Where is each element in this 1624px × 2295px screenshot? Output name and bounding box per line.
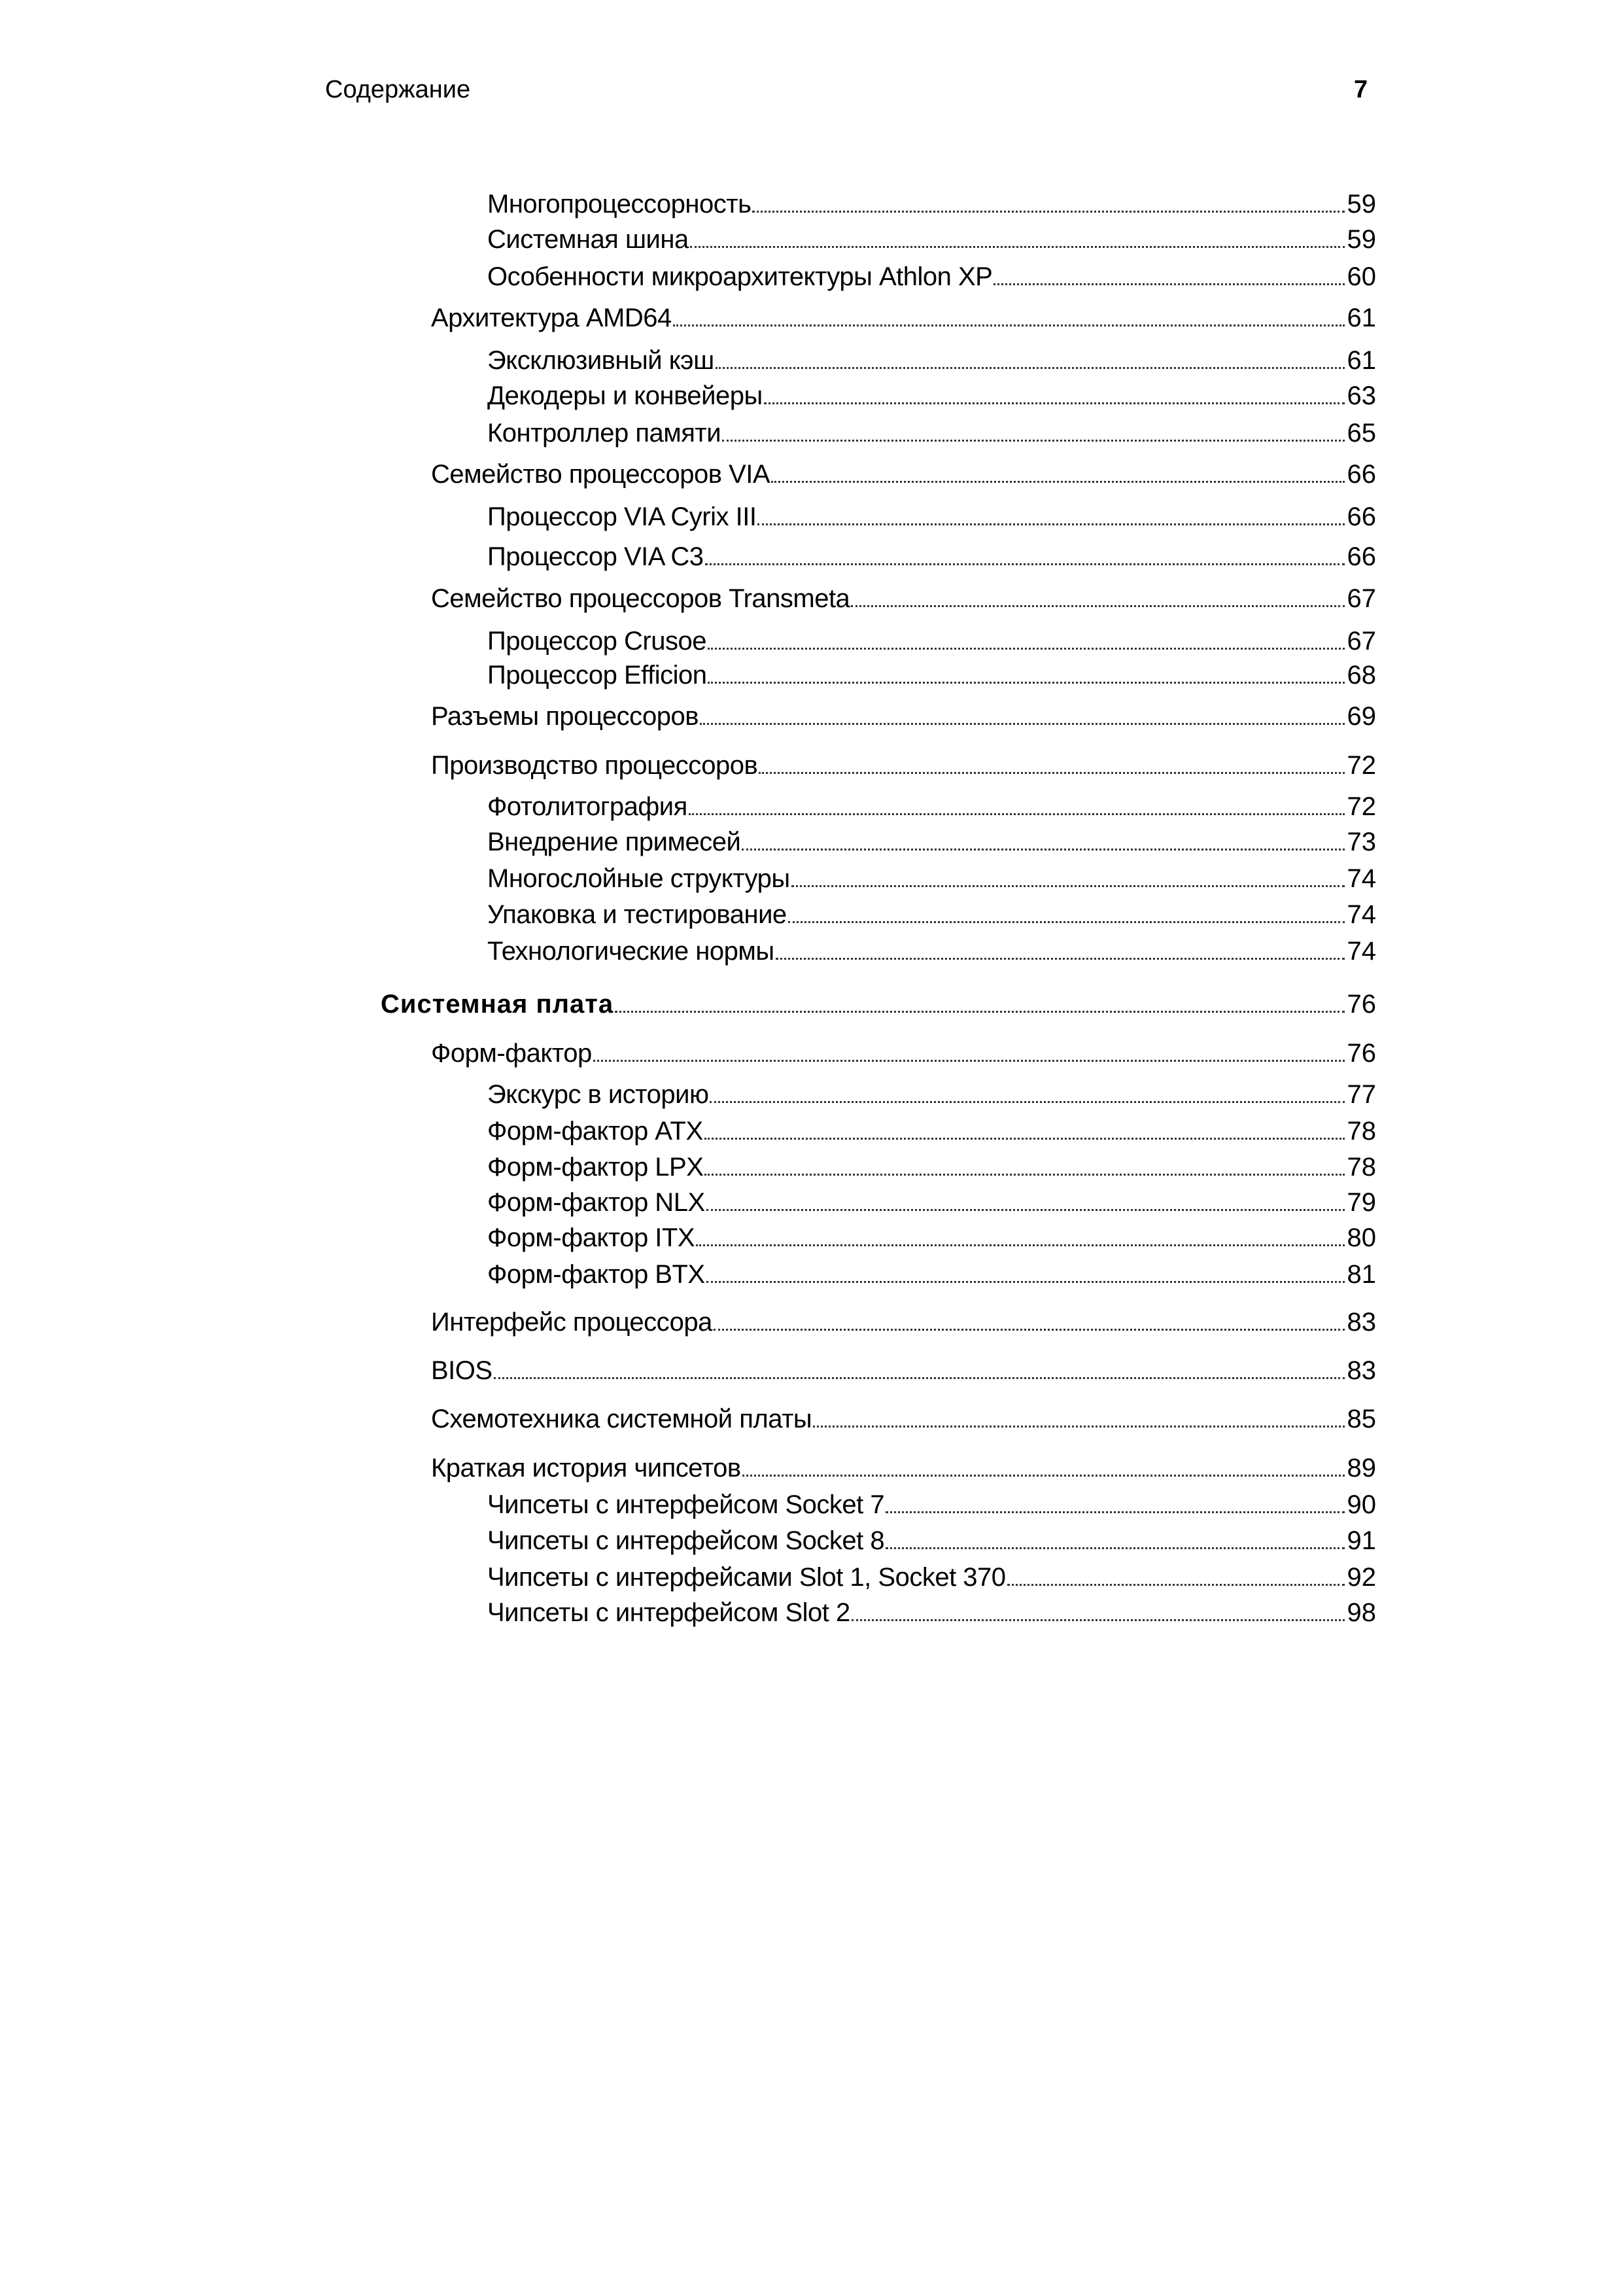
dot-leader — [708, 648, 1345, 650]
toc-entry-page: 76 — [1347, 1038, 1376, 1068]
dot-leader — [886, 1511, 1344, 1513]
toc-entry[interactable] — [487, 1117, 1376, 1148]
toc-entry[interactable] — [487, 1526, 1376, 1558]
dot-leader — [690, 246, 1345, 248]
toc-entry-title: Декодеры и конвейеры — [487, 381, 763, 411]
toc-entry[interactable] — [431, 1039, 1376, 1070]
toc-entry[interactable] — [487, 346, 1376, 377]
dot-leader — [615, 1011, 1344, 1013]
toc-entry[interactable] — [431, 1454, 1376, 1485]
toc-entry[interactable] — [487, 262, 1376, 294]
toc-entry-title: Семейство процессоров VIA — [431, 460, 770, 489]
toc-entry[interactable] — [487, 937, 1376, 968]
page-number: 7 — [1354, 76, 1368, 103]
dot-leader — [708, 682, 1344, 684]
dot-leader — [704, 1174, 1344, 1176]
toc-entry-page: 59 — [1347, 189, 1376, 219]
toc-entry-title: Архитектура AMD64 — [431, 303, 672, 332]
dot-leader — [993, 283, 1344, 285]
toc-entry-title: Форм-фактор ATX — [487, 1117, 703, 1146]
toc-entry-page: 74 — [1347, 900, 1376, 929]
toc-entry-page: 85 — [1347, 1405, 1376, 1434]
toc-entry-title: Чипсеты с интерфейсом Socket 7 — [487, 1490, 885, 1520]
toc-entry-page: 69 — [1347, 702, 1376, 731]
toc-entry[interactable] — [487, 627, 1376, 658]
toc-entry[interactable] — [487, 381, 1376, 413]
dot-leader — [788, 921, 1345, 923]
dot-leader — [1007, 1584, 1345, 1586]
toc-entry-page: 79 — [1347, 1187, 1376, 1217]
dot-leader — [791, 885, 1345, 887]
toc-entry-page: 67 — [1347, 584, 1376, 613]
toc-entry[interactable] — [487, 1153, 1376, 1184]
toc-entry-title: Многослойные структуры — [487, 864, 790, 894]
toc-entry-title: Упаковка и тестирование — [487, 900, 787, 929]
toc-entry[interactable] — [431, 1356, 1376, 1388]
toc-entry-title: Краткая история чипсетов — [431, 1453, 741, 1482]
toc-entry[interactable] — [487, 661, 1376, 692]
dot-leader — [700, 723, 1344, 725]
toc-entry-page: 66 — [1347, 502, 1376, 532]
toc-entry-page: 83 — [1347, 1307, 1376, 1337]
toc-entry-title: Особенности микроархитектуры Athlon XP — [487, 262, 993, 291]
toc-entry[interactable] — [487, 1598, 1376, 1630]
dot-leader — [851, 605, 1344, 607]
toc-entry-page: 91 — [1347, 1526, 1376, 1555]
dot-leader — [696, 1244, 1344, 1246]
toc-entry-title: Процессор VIA Cyrix III — [487, 502, 757, 532]
toc-entry-title: Разъемы процессоров — [431, 702, 699, 731]
toc-entry[interactable] — [487, 190, 1376, 221]
toc-entry[interactable] — [431, 460, 1376, 491]
dot-leader — [706, 1209, 1345, 1211]
toc-entry[interactable] — [487, 828, 1376, 859]
toc-entry-title: Фотолитография — [487, 792, 687, 821]
toc-entry[interactable] — [487, 1563, 1376, 1594]
toc-entry-page: 72 — [1347, 750, 1376, 780]
toc-entry-title: Форм-фактор ITX — [487, 1223, 695, 1252]
dot-leader — [759, 772, 1344, 774]
toc-entry[interactable] — [487, 1490, 1376, 1522]
toc-entry[interactable] — [487, 502, 1376, 534]
toc-entry-page: 77 — [1347, 1079, 1376, 1109]
toc-entry-page: 78 — [1347, 1117, 1376, 1146]
toc-entry[interactable] — [431, 1405, 1376, 1436]
toc-entry-title: Эксклюзивный кэш — [487, 346, 714, 376]
dot-leader — [706, 1281, 1345, 1283]
toc-entry-page: 89 — [1347, 1453, 1376, 1482]
dot-leader — [704, 1138, 1345, 1140]
toc-entry-page: 60 — [1347, 262, 1376, 291]
toc-entry-title: Чипсеты с интерфейсом Slot 2 — [487, 1598, 850, 1628]
toc-entry-page: 74 — [1347, 864, 1376, 894]
toc-entry-title: Экскурс в историю — [487, 1079, 709, 1109]
toc-entry-title: Внедрение примесей — [487, 828, 741, 856]
toc-entry-title: Форм-фактор — [431, 1038, 592, 1068]
toc-entry-title: Интерфейс процессора — [431, 1307, 712, 1337]
toc-entry-title: Схемотехника системной платы — [431, 1405, 812, 1434]
toc-entry[interactable] — [431, 304, 1376, 335]
dot-leader — [776, 958, 1345, 960]
toc-entry[interactable] — [487, 419, 1376, 450]
toc-entry[interactable] — [487, 1080, 1376, 1112]
toc-entry-title: Чипсеты с интерфейсами Slot 1, Socket 370 — [487, 1562, 1006, 1592]
dot-leader — [689, 813, 1345, 815]
toc-entry[interactable] — [431, 584, 1376, 616]
toc-entry[interactable] — [487, 792, 1376, 824]
toc-entry-page: 61 — [1347, 346, 1376, 376]
dot-leader — [813, 1426, 1344, 1428]
toc-entry-page: 98 — [1347, 1598, 1376, 1628]
toc-entry-title: Чипсеты с интерфейсом Socket 8 — [487, 1526, 885, 1555]
toc-entry-page: 90 — [1347, 1490, 1376, 1520]
dot-leader — [742, 1475, 1345, 1477]
dot-leader — [886, 1547, 1344, 1549]
dot-leader — [757, 523, 1344, 525]
toc-entry-page: 74 — [1347, 937, 1376, 966]
dot-leader — [852, 1619, 1345, 1621]
toc-entry[interactable] — [487, 1223, 1376, 1255]
toc-entry-title: Форм-фактор LPX — [487, 1152, 704, 1182]
toc-entry-title: Контроллер памяти — [487, 418, 721, 447]
toc-entry-page: 68 — [1347, 660, 1376, 690]
toc-entry-page: 76 — [1347, 990, 1376, 1019]
toc-entry[interactable] — [487, 225, 1376, 256]
dot-leader — [705, 563, 1345, 565]
toc-entry-page: 73 — [1347, 828, 1376, 856]
toc-entry-page: 59 — [1347, 225, 1376, 254]
toc-entry-title: Производство процессоров — [431, 750, 758, 780]
dot-leader — [771, 481, 1344, 483]
toc-entry[interactable] — [381, 990, 1376, 1021]
dot-leader — [752, 211, 1344, 213]
toc-entry-title: Многопроцессорность — [487, 189, 752, 219]
toc-entry[interactable] — [431, 751, 1376, 782]
toc-entry-page: 65 — [1347, 418, 1376, 447]
dot-leader — [494, 1377, 1345, 1379]
toc-entry-page: 61 — [1347, 303, 1376, 332]
toc-entry[interactable] — [487, 900, 1376, 932]
dot-leader — [673, 324, 1345, 326]
toc-entry[interactable] — [431, 1308, 1376, 1339]
dot-leader — [593, 1060, 1345, 1062]
toc-entry-title: Технологические нормы — [487, 937, 774, 966]
toc-entry-title: Процессор Efficion — [487, 660, 707, 690]
dot-leader — [742, 849, 1344, 850]
toc-entry-page: 72 — [1347, 792, 1376, 821]
toc-entry-page: 67 — [1347, 627, 1376, 656]
toc-entry-title: Форм-фактор NLX — [487, 1187, 705, 1217]
toc-entry-page: 78 — [1347, 1152, 1376, 1182]
toc-entry-page: 63 — [1347, 381, 1376, 411]
dot-leader — [764, 402, 1345, 404]
running-header-title: Содержание — [325, 76, 471, 103]
dot-leader — [722, 440, 1344, 442]
toc-entry-title: BIOS — [431, 1356, 492, 1385]
toc-entry[interactable] — [487, 542, 1376, 574]
toc-entry-title: Процессор Crusoe — [487, 627, 706, 656]
toc-entry-title: Семейство процессоров Transmeta — [431, 584, 850, 613]
dot-leader — [716, 367, 1345, 369]
toc-entry[interactable] — [431, 702, 1376, 733]
toc-entry-page: 83 — [1347, 1356, 1376, 1385]
toc-entry[interactable] — [487, 1188, 1376, 1219]
dot-leader — [714, 1329, 1345, 1331]
toc-entry-page: 66 — [1347, 460, 1376, 489]
toc-entry[interactable] — [487, 864, 1376, 896]
toc-entry-title: Системная шина — [487, 225, 689, 254]
toc-entry-title: Процессор VIA C3 — [487, 542, 704, 572]
toc-entry-page: 81 — [1347, 1260, 1376, 1289]
toc-entry-page: 80 — [1347, 1223, 1376, 1252]
toc-entry[interactable] — [487, 1260, 1376, 1291]
toc-entry-title: Системная плата — [381, 990, 614, 1019]
toc-entry-page: 92 — [1347, 1562, 1376, 1592]
dot-leader — [710, 1101, 1344, 1103]
toc-entry-title: Форм-фактор BTX — [487, 1260, 705, 1289]
toc-entry-page: 66 — [1347, 542, 1376, 572]
